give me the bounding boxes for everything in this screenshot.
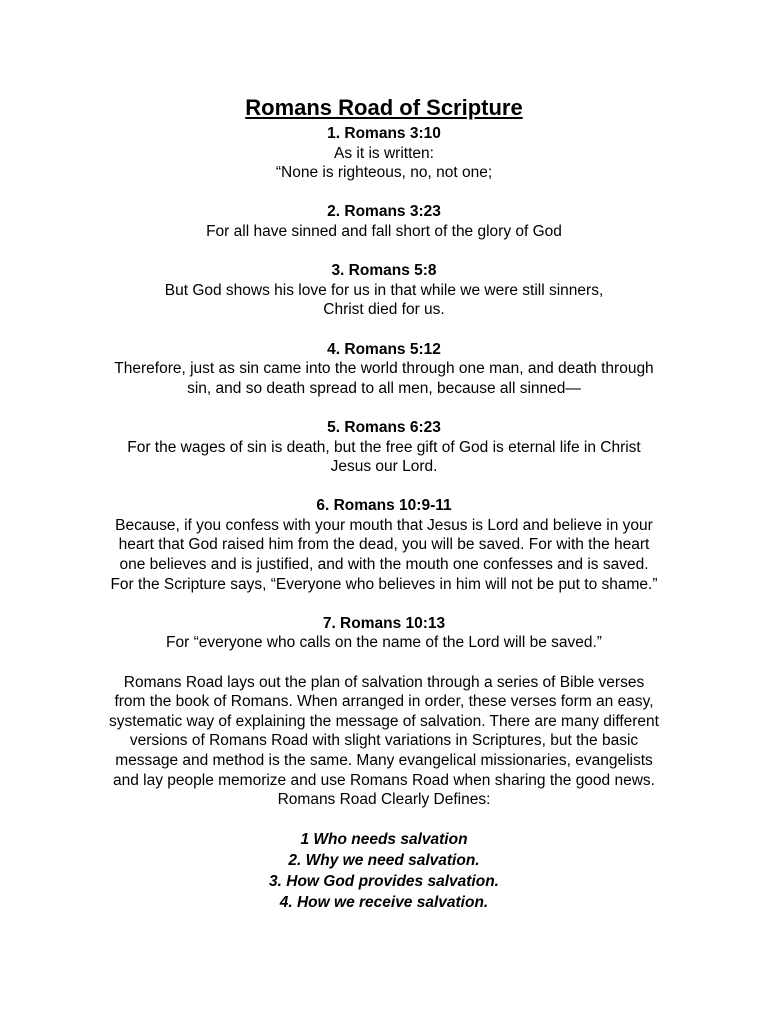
verse-block (60, 202, 708, 241)
summary-line: from the book of Romans. When arranged in order, these verses form an easy, (114, 693, 654, 711)
definitions-list (60, 829, 708, 913)
verse-text-line: For all have sinned and fall short of the glory of God (206, 222, 562, 240)
verse-reference: 2. Romans 3:23 (327, 203, 441, 221)
verse-text-line: heart that God raised him from the dead, you will be saved. For with the heart (118, 536, 650, 554)
verse-text-line: For the Scripture says, “Everyone who believes in him will not be put to shame.” (110, 575, 658, 593)
verse-text-line: Therefore, just as sin came into the world through one man, and death through (114, 360, 654, 378)
definition-item: 4. How we receive salvation. (279, 894, 489, 912)
verse-reference: 6. Romans 10:9-11 (316, 497, 452, 515)
verse-text-line: But God shows his love for us in that while we were still sinners, (164, 281, 604, 299)
summary-line: Romans Road Clearly Defines: (277, 791, 491, 809)
verse-block (60, 614, 708, 653)
verse-reference: 7. Romans 10:13 (322, 614, 446, 632)
verse-block (60, 124, 708, 183)
verse-text-line: sin, and so death spread to all men, because all sinned— (187, 379, 581, 397)
summary-line: Romans Road lays out the plan of salvation through a series of Bible verses (123, 673, 645, 691)
definition-item: 3. How God provides salvation. (269, 873, 499, 891)
verse-block (60, 261, 708, 320)
verse-text-line: one believes and is justified, and with the mouth one confesses and is saved. (119, 556, 649, 574)
verse-text-line: Because, if you confess with your mouth that Jesus is Lord and believe in your (115, 516, 653, 534)
verse-reference: 5. Romans 6:23 (327, 418, 441, 436)
document-content (60, 94, 708, 913)
definition-item: 2. Why we need salvation. (288, 852, 480, 870)
definition-item: 1 Who needs salvation (300, 831, 468, 849)
summary-line: and lay people memorize and use Romans Road when sharing the good news. (113, 771, 655, 789)
verse-reference: 3. Romans 5:8 (331, 262, 437, 280)
verse-text-line: As it is written: (334, 144, 434, 162)
verse-block (60, 496, 708, 594)
summary-line: versions of Romans Road with slight variations in Scriptures, but the basic (129, 732, 639, 750)
summary-paragraph (60, 673, 708, 810)
verse-text-line: Jesus our Lord. (330, 458, 438, 476)
summary-line: message and method is the same. Many evangelical missionaries, evangelists (115, 752, 653, 769)
verse-block (60, 340, 708, 399)
verse-text-line: For the wages of sin is death, but the free gift of God is eternal life in Christ (127, 438, 641, 456)
verse-reference: 4. Romans 5:12 (327, 340, 441, 358)
summary-line: systematic way of explaining the message of salvation. There are many different (109, 712, 659, 730)
document-title: Romans Road of Scripture (245, 95, 523, 120)
verse-text-line: For “everyone who calls on the name of the Lord will be saved.” (166, 634, 602, 652)
verse-text-line: Christ died for us. (323, 301, 445, 319)
verse-block (60, 418, 708, 477)
verse-text-line: “None is righteous, no, not one; (275, 164, 493, 182)
verse-reference: 1. Romans 3:10 (327, 125, 441, 142)
